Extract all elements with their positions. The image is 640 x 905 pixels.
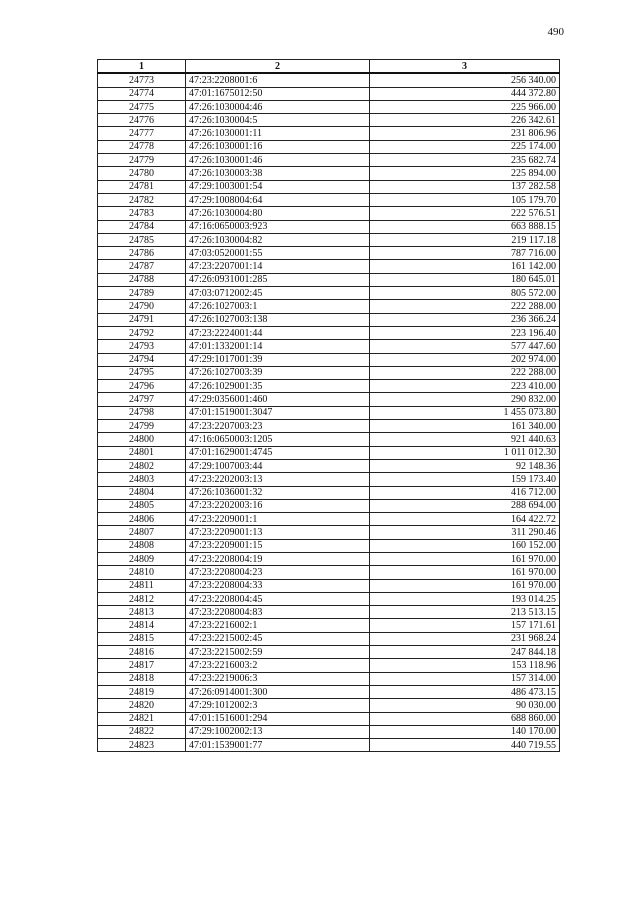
cadastral-number-cell: 47:01:1519001:3047 <box>186 406 370 419</box>
value-cell: 225 894.00 <box>370 167 560 180</box>
value-cell: 225 174.00 <box>370 140 560 153</box>
table-row <box>98 552 560 565</box>
row-number-cell: 24807 <box>98 526 186 539</box>
table-row <box>98 273 560 286</box>
table-row <box>98 193 560 206</box>
table-row <box>98 73 560 87</box>
value-cell: 256 340.00 <box>370 73 560 87</box>
row-number-cell: 24797 <box>98 393 186 406</box>
table-row <box>98 87 560 100</box>
row-number-cell: 24810 <box>98 566 186 579</box>
value-cell: 223 196.40 <box>370 326 560 339</box>
table-row <box>98 579 560 592</box>
table-row <box>98 300 560 313</box>
value-cell: 663 888.15 <box>370 220 560 233</box>
cadastral-number-cell: 47:23:2202003:13 <box>186 473 370 486</box>
table-row <box>98 459 560 472</box>
row-number-cell: 24788 <box>98 273 186 286</box>
value-cell: 236 366.24 <box>370 313 560 326</box>
row-number-cell: 24775 <box>98 100 186 113</box>
cadastral-number-cell: 47:01:1539001:77 <box>186 739 370 752</box>
table-row <box>98 220 560 233</box>
table-row <box>98 499 560 512</box>
cadastral-number-cell: 47:26:1030003:38 <box>186 167 370 180</box>
row-number-cell: 24817 <box>98 659 186 672</box>
cadastral-number-cell: 47:26:1027003:39 <box>186 366 370 379</box>
value-cell: 1 011 012.30 <box>370 446 560 459</box>
cadastral-number-cell: 47:16:0650003:923 <box>186 220 370 233</box>
table-row <box>98 207 560 220</box>
cadastral-number-cell: 47:23:2207001:14 <box>186 260 370 273</box>
table-header-row <box>98 60 560 74</box>
cadastral-number-cell: 47:29:1008004:64 <box>186 193 370 206</box>
row-number-cell: 24796 <box>98 380 186 393</box>
value-cell: 486 473.15 <box>370 685 560 698</box>
value-cell: 288 694.00 <box>370 499 560 512</box>
row-number-cell: 24823 <box>98 739 186 752</box>
cadastral-number-cell: 47:26:1030001:11 <box>186 127 370 140</box>
table-row <box>98 699 560 712</box>
table-row <box>98 672 560 685</box>
cadastral-number-cell: 47:26:1030004:5 <box>186 114 370 127</box>
row-number-cell: 24794 <box>98 353 186 366</box>
row-number-cell: 24809 <box>98 552 186 565</box>
cadastral-number-cell: 47:26:1030004:46 <box>186 100 370 113</box>
cadastral-number-cell: 47:26:1027003:138 <box>186 313 370 326</box>
cadastral-number-cell: 47:23:2216002:1 <box>186 619 370 632</box>
row-number-cell: 24798 <box>98 406 186 419</box>
cadastral-number-cell: 47:26:1030004:80 <box>186 207 370 220</box>
row-number-cell: 24792 <box>98 326 186 339</box>
cadastral-number-cell: 47:01:1332001:14 <box>186 340 370 353</box>
row-number-cell: 24790 <box>98 300 186 313</box>
cadastral-number-cell: 47:01:1675012:50 <box>186 87 370 100</box>
table-row <box>98 406 560 419</box>
row-number-cell: 24784 <box>98 220 186 233</box>
row-number-cell: 24779 <box>98 154 186 167</box>
cadastral-number-cell: 47:23:2208004:19 <box>186 552 370 565</box>
table-row <box>98 233 560 246</box>
value-cell: 223 410.00 <box>370 380 560 393</box>
value-cell: 225 966.00 <box>370 100 560 113</box>
table-row <box>98 513 560 526</box>
cadastral-number-cell: 47:23:2215002:45 <box>186 632 370 645</box>
table-row <box>98 473 560 486</box>
cadastral-number-cell: 47:03:0520001:55 <box>186 247 370 260</box>
row-number-cell: 24812 <box>98 592 186 605</box>
cadastral-number-cell: 47:29:0356001:460 <box>186 393 370 406</box>
value-cell: 161 970.00 <box>370 579 560 592</box>
table-row <box>98 167 560 180</box>
row-number-cell: 24787 <box>98 260 186 273</box>
table-row <box>98 420 560 433</box>
value-cell: 137 282.58 <box>370 180 560 193</box>
cadastral-number-cell: 47:23:2209001:1 <box>186 513 370 526</box>
table-row <box>98 247 560 260</box>
row-number-cell: 24806 <box>98 513 186 526</box>
cadastral-number-cell: 47:16:0650003:1205 <box>186 433 370 446</box>
value-cell: 787 716.00 <box>370 247 560 260</box>
value-cell: 160 152.00 <box>370 539 560 552</box>
value-cell: 1 455 073.80 <box>370 406 560 419</box>
table-row <box>98 739 560 752</box>
value-cell: 231 968.24 <box>370 632 560 645</box>
table-row <box>98 140 560 153</box>
row-number-cell: 24813 <box>98 606 186 619</box>
table-row <box>98 433 560 446</box>
cadastral-number-cell: 47:23:2224001:44 <box>186 326 370 339</box>
row-number-cell: 24822 <box>98 725 186 738</box>
cadastral-number-cell: 47:23:2219006:3 <box>186 672 370 685</box>
cadastral-number-cell: 47:03:0712002:45 <box>186 287 370 300</box>
table-row <box>98 100 560 113</box>
cadastral-number-cell: 47:23:2208004:45 <box>186 592 370 605</box>
table-row <box>98 712 560 725</box>
row-number-cell: 24785 <box>98 233 186 246</box>
table-body <box>98 73 560 752</box>
cadastral-number-cell: 47:29:1002002:13 <box>186 725 370 738</box>
column-header-1: 1 <box>98 60 186 74</box>
value-cell: 226 342.61 <box>370 114 560 127</box>
row-number-cell: 24801 <box>98 446 186 459</box>
column-header-2: 2 <box>186 60 370 74</box>
value-cell: 193 014.25 <box>370 592 560 605</box>
row-number-cell: 24776 <box>98 114 186 127</box>
value-cell: 105 179.70 <box>370 193 560 206</box>
table-row <box>98 619 560 632</box>
cadastral-number-cell: 47:29:1007003:44 <box>186 459 370 472</box>
row-number-cell: 24783 <box>98 207 186 220</box>
table-row <box>98 685 560 698</box>
table-row <box>98 539 560 552</box>
value-cell: 219 117.18 <box>370 233 560 246</box>
row-number-cell: 24781 <box>98 180 186 193</box>
table-row <box>98 632 560 645</box>
table-row <box>98 725 560 738</box>
table-row <box>98 127 560 140</box>
table-row <box>98 260 560 273</box>
table-row <box>98 646 560 659</box>
row-number-cell: 24808 <box>98 539 186 552</box>
value-cell: 231 806.96 <box>370 127 560 140</box>
cadastral-number-cell: 47:29:1003001:54 <box>186 180 370 193</box>
cadastral-number-cell: 47:23:2208004:33 <box>186 579 370 592</box>
value-cell: 222 576.51 <box>370 207 560 220</box>
row-number-cell: 24802 <box>98 459 186 472</box>
row-number-cell: 24814 <box>98 619 186 632</box>
cadastral-number-cell: 47:23:2208001:6 <box>186 73 370 87</box>
table-row <box>98 393 560 406</box>
row-number-cell: 24811 <box>98 579 186 592</box>
table-row <box>98 526 560 539</box>
cadastral-number-cell: 47:23:2209001:13 <box>186 526 370 539</box>
value-cell: 90 030.00 <box>370 699 560 712</box>
row-number-cell: 24818 <box>98 672 186 685</box>
value-cell: 92 148.36 <box>370 459 560 472</box>
value-cell: 921 440.63 <box>370 433 560 446</box>
cadastral-number-cell: 47:26:0914001:300 <box>186 685 370 698</box>
cadastral-number-cell: 47:26:1030001:16 <box>186 140 370 153</box>
value-cell: 161 970.00 <box>370 566 560 579</box>
table-row <box>98 326 560 339</box>
row-number-cell: 24804 <box>98 486 186 499</box>
row-number-cell: 24799 <box>98 420 186 433</box>
column-header-3: 3 <box>370 60 560 74</box>
row-number-cell: 24778 <box>98 140 186 153</box>
value-cell: 161 340.00 <box>370 420 560 433</box>
value-cell: 311 290.46 <box>370 526 560 539</box>
cadastral-number-cell: 47:23:2208004:23 <box>186 566 370 579</box>
cadastral-number-cell: 47:23:2215002:59 <box>186 646 370 659</box>
row-number-cell: 24786 <box>98 247 186 260</box>
cadastral-number-cell: 47:23:2216003:2 <box>186 659 370 672</box>
row-number-cell: 24800 <box>98 433 186 446</box>
value-cell: 222 288.00 <box>370 300 560 313</box>
value-cell: 202 974.00 <box>370 353 560 366</box>
value-cell: 180 645.01 <box>370 273 560 286</box>
table-row <box>98 313 560 326</box>
table-row <box>98 287 560 300</box>
row-number-cell: 24780 <box>98 167 186 180</box>
table-row <box>98 486 560 499</box>
table-row <box>98 606 560 619</box>
row-number-cell: 24793 <box>98 340 186 353</box>
value-cell: 290 832.00 <box>370 393 560 406</box>
row-number-cell: 24773 <box>98 73 186 87</box>
data-table <box>97 59 560 752</box>
row-number-cell: 24815 <box>98 632 186 645</box>
value-cell: 159 173.40 <box>370 473 560 486</box>
value-cell: 235 682.74 <box>370 154 560 167</box>
cadastral-number-cell: 47:26:0931001:285 <box>186 273 370 286</box>
row-number-cell: 24820 <box>98 699 186 712</box>
cadastral-number-cell: 47:23:2208004:83 <box>186 606 370 619</box>
table-row <box>98 180 560 193</box>
table-row <box>98 114 560 127</box>
value-cell: 161 142.00 <box>370 260 560 273</box>
cadastral-number-cell: 47:26:1036001:32 <box>186 486 370 499</box>
row-number-cell: 24803 <box>98 473 186 486</box>
page-number: 490 <box>547 26 564 38</box>
value-cell: 213 513.15 <box>370 606 560 619</box>
cadastral-number-cell: 47:26:1030004:82 <box>186 233 370 246</box>
table-row <box>98 366 560 379</box>
row-number-cell: 24774 <box>98 87 186 100</box>
cadastral-number-cell: 47:26:1027003:1 <box>186 300 370 313</box>
cadastral-number-cell: 47:29:1012002:3 <box>186 699 370 712</box>
cadastral-number-cell: 47:29:1017001:39 <box>186 353 370 366</box>
row-number-cell: 24795 <box>98 366 186 379</box>
value-cell: 222 288.00 <box>370 366 560 379</box>
value-cell: 444 372.80 <box>370 87 560 100</box>
value-cell: 577 447.60 <box>370 340 560 353</box>
row-number-cell: 24789 <box>98 287 186 300</box>
cadastral-number-cell: 47:23:2207003:23 <box>186 420 370 433</box>
value-cell: 440 719.55 <box>370 739 560 752</box>
value-cell: 157 171.61 <box>370 619 560 632</box>
value-cell: 153 118.96 <box>370 659 560 672</box>
row-number-cell: 24805 <box>98 499 186 512</box>
row-number-cell: 24816 <box>98 646 186 659</box>
value-cell: 164 422.72 <box>370 513 560 526</box>
value-cell: 416 712.00 <box>370 486 560 499</box>
table-row <box>98 446 560 459</box>
table-row <box>98 592 560 605</box>
row-number-cell: 24777 <box>98 127 186 140</box>
cadastral-number-cell: 47:23:2209001:15 <box>186 539 370 552</box>
cadastral-number-cell: 47:26:1029001:35 <box>186 380 370 393</box>
cadastral-number-cell: 47:26:1030001:46 <box>186 154 370 167</box>
row-number-cell: 24791 <box>98 313 186 326</box>
cadastral-number-cell: 47:23:2202003:16 <box>186 499 370 512</box>
table-row <box>98 154 560 167</box>
table-row <box>98 659 560 672</box>
value-cell: 157 314.00 <box>370 672 560 685</box>
cadastral-number-cell: 47:01:1629001:4745 <box>186 446 370 459</box>
row-number-cell: 24821 <box>98 712 186 725</box>
table-row <box>98 353 560 366</box>
value-cell: 247 844.18 <box>370 646 560 659</box>
row-number-cell: 24782 <box>98 193 186 206</box>
value-cell: 805 572.00 <box>370 287 560 300</box>
cadastral-number-cell: 47:01:1516001:294 <box>186 712 370 725</box>
table-row <box>98 380 560 393</box>
row-number-cell: 24819 <box>98 685 186 698</box>
value-cell: 140 170.00 <box>370 725 560 738</box>
value-cell: 161 970.00 <box>370 552 560 565</box>
value-cell: 688 860.00 <box>370 712 560 725</box>
table-row <box>98 340 560 353</box>
table-row <box>98 566 560 579</box>
